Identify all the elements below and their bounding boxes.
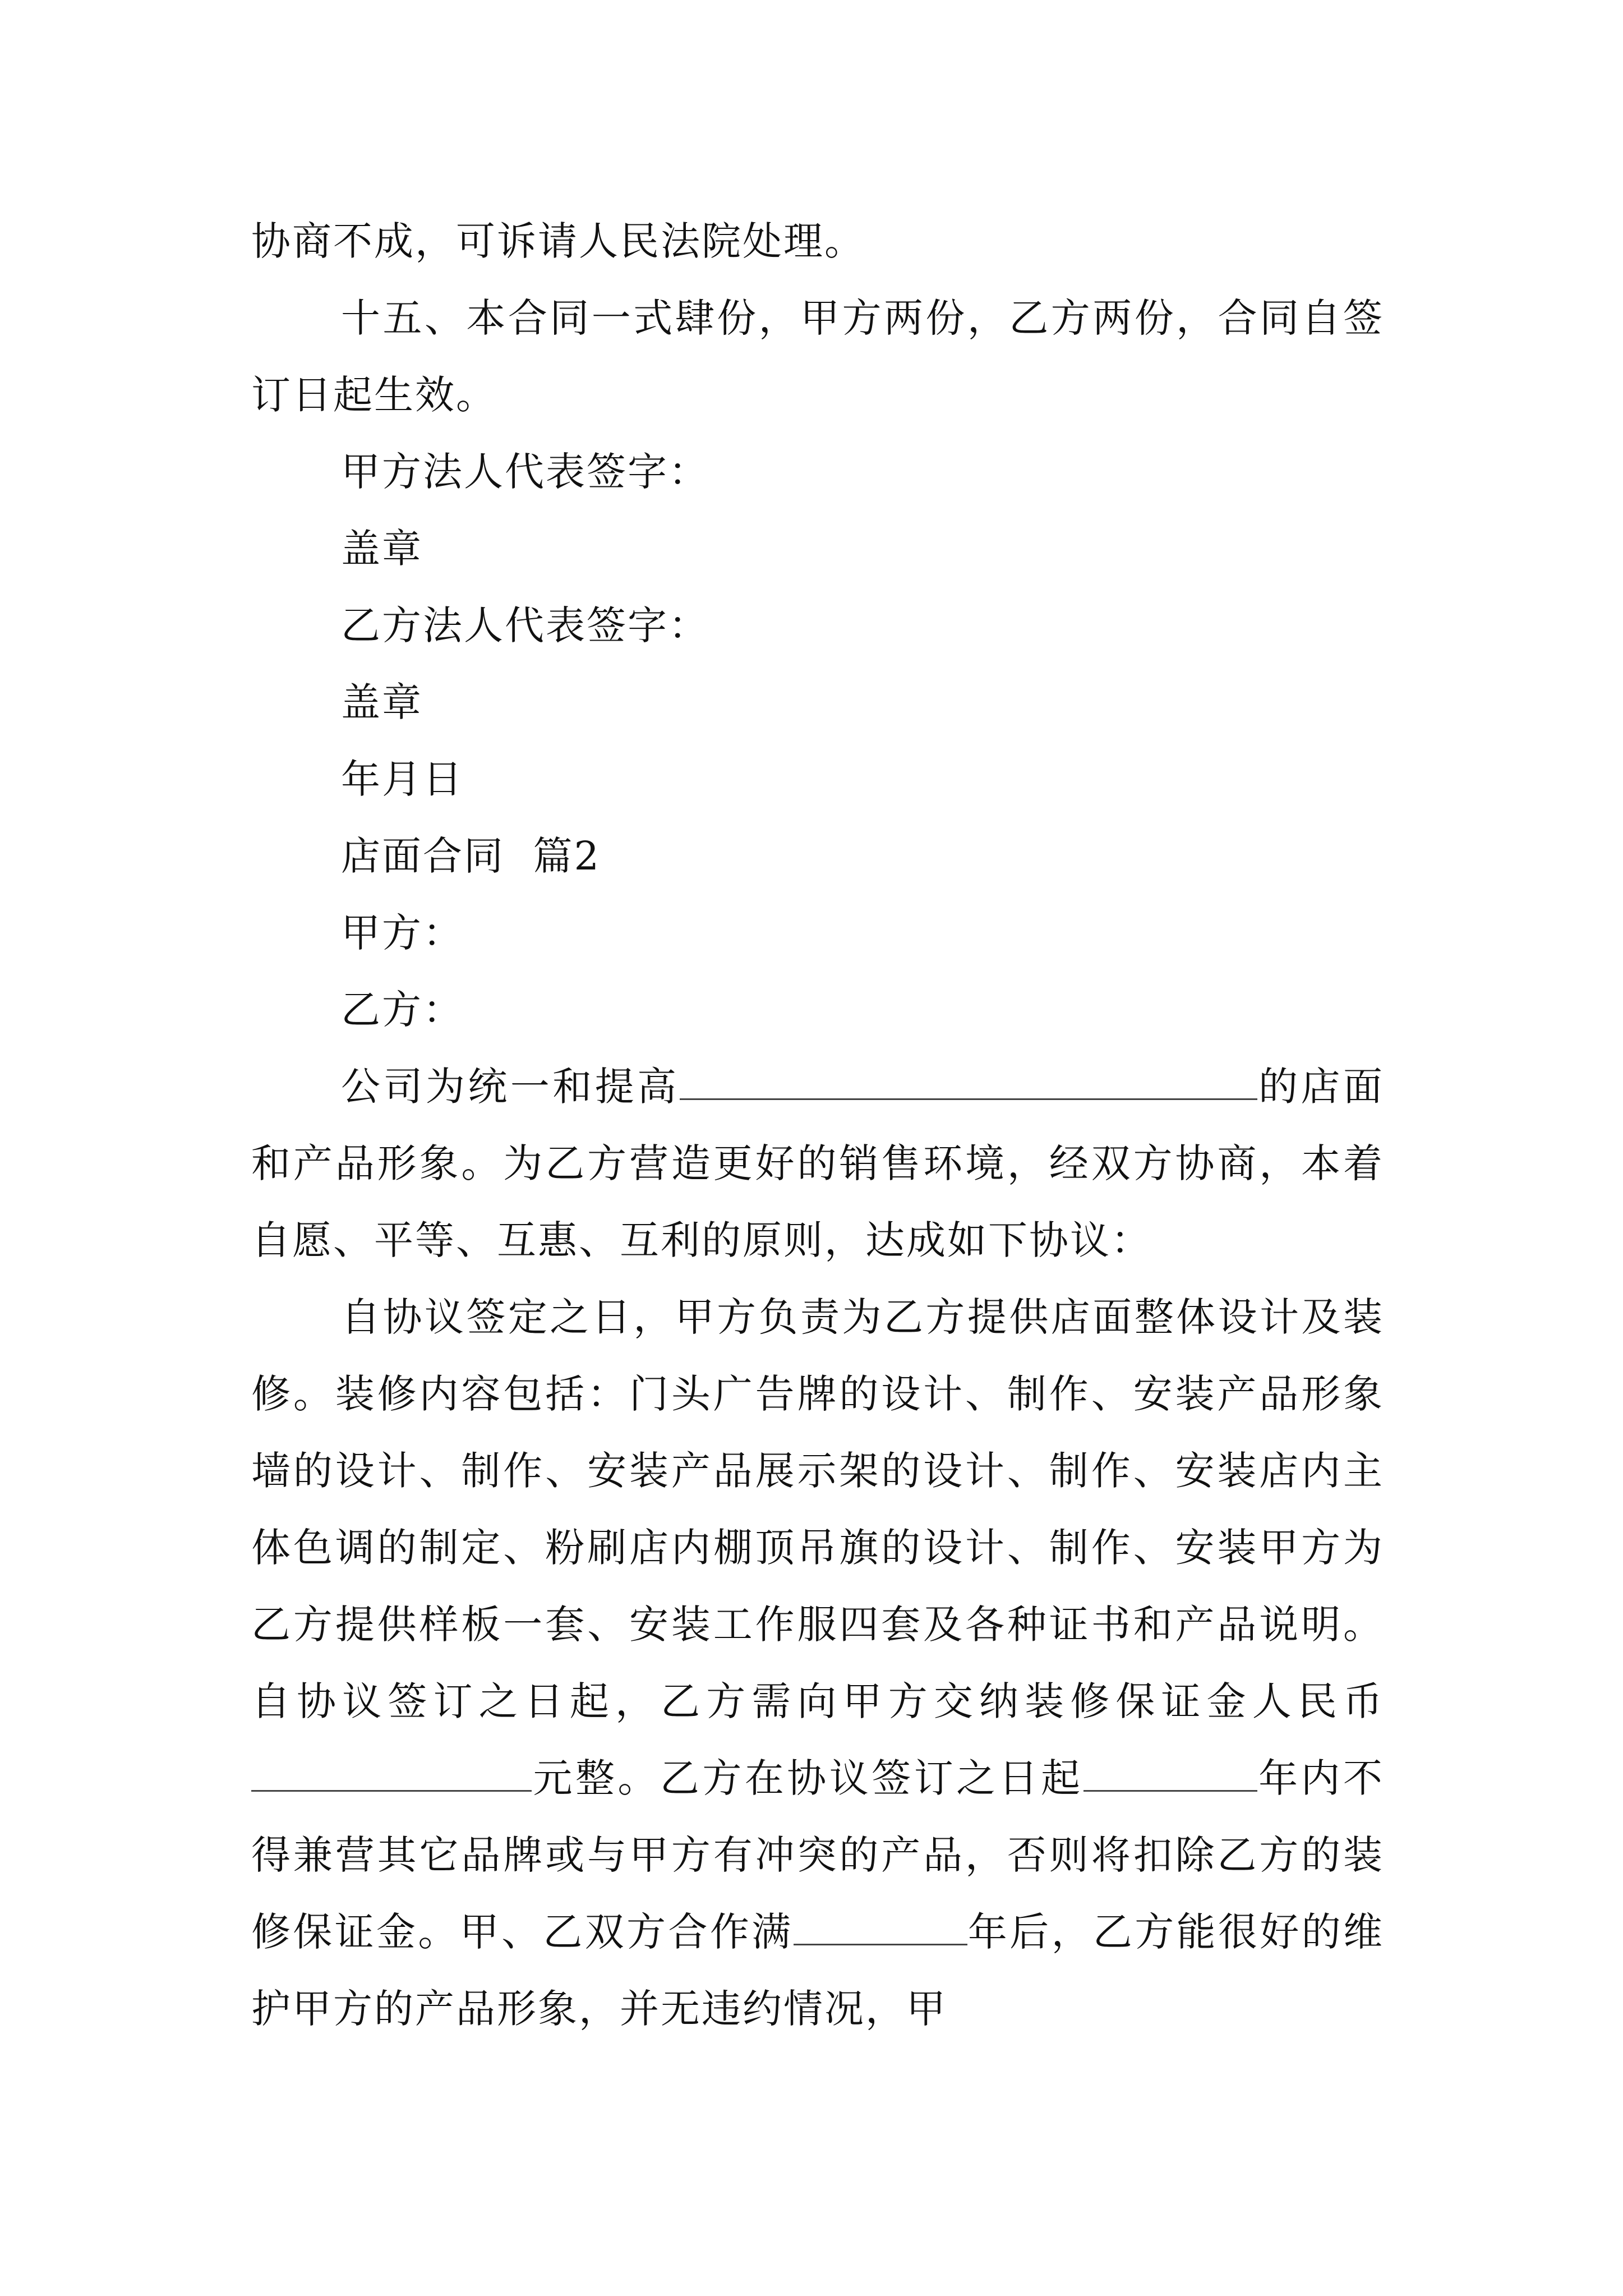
renovation-text-part-2: 元整。乙方在协议签订之日起 — [532, 1755, 1083, 1801]
clause-dispute-text: 协商不成，可诉请人民法院处理。 — [251, 218, 865, 264]
agreement-purpose-paragraph — [251, 1048, 1384, 1279]
blank-line — [251, 1756, 532, 1792]
renovation-text-part-3: 年内不得兼营其它品牌或与甲方有冲突的产品，否则将扣除乙方的装修保证金。甲、乙双方合作满 — [251, 1755, 1385, 1955]
party-a-seal-label: 盖章 — [341, 526, 423, 572]
party-a-signature-label: 甲方法人代表签字： — [341, 449, 709, 495]
party-b-signature-label: 乙方法人代表签字： — [341, 602, 709, 648]
document-body — [251, 203, 1384, 2047]
purpose-text-end: 的店面和产品形象。为乙方营造更好的销售环境，经双方协商，本着自愿、平等、互惠、互利的原则，达成如下协议： — [251, 1064, 1385, 1263]
section-heading: 店面合同 篇2 — [341, 833, 601, 879]
blank-line — [1083, 1756, 1257, 1792]
clause-fifteen: 十五、本合同一式肆份，甲方两份，乙方两份，合同自签订日起生效。 — [251, 295, 1384, 418]
renovation-text-part-4: 年后，乙方能很好的维护甲方的产品形象，并无违约情况，甲 — [251, 1909, 1385, 2032]
date-label: 年月日 — [341, 756, 464, 802]
renovation-text-part-1: 自协议签定之日，甲方负责为乙方提供店面整体设计及装修。装修内容包括：门头广告牌的设计、制作、安装产品形象墙的设计、制作、安装产品展示架的设计、制作、安装店内主体色调的制定、粉刷店内棚顶吊旗的设计、制作、安装甲方为乙方提供样板一套、安装工作服四套及各种证书和产品说明。自协议签订之日起，乙方需向甲方交纳装修保证金人民币 — [251, 1294, 1384, 1724]
purpose-text-start: 公司为统一和提高 — [341, 1064, 680, 1110]
renovation-terms-paragraph — [251, 1279, 1384, 2047]
party-b-seal-label: 盖章 — [341, 679, 423, 725]
party-a-label: 甲方： — [341, 910, 464, 956]
blank-line — [680, 1065, 1257, 1100]
party-b-label: 乙方： — [341, 987, 464, 1033]
blank-line — [794, 1910, 967, 1945]
